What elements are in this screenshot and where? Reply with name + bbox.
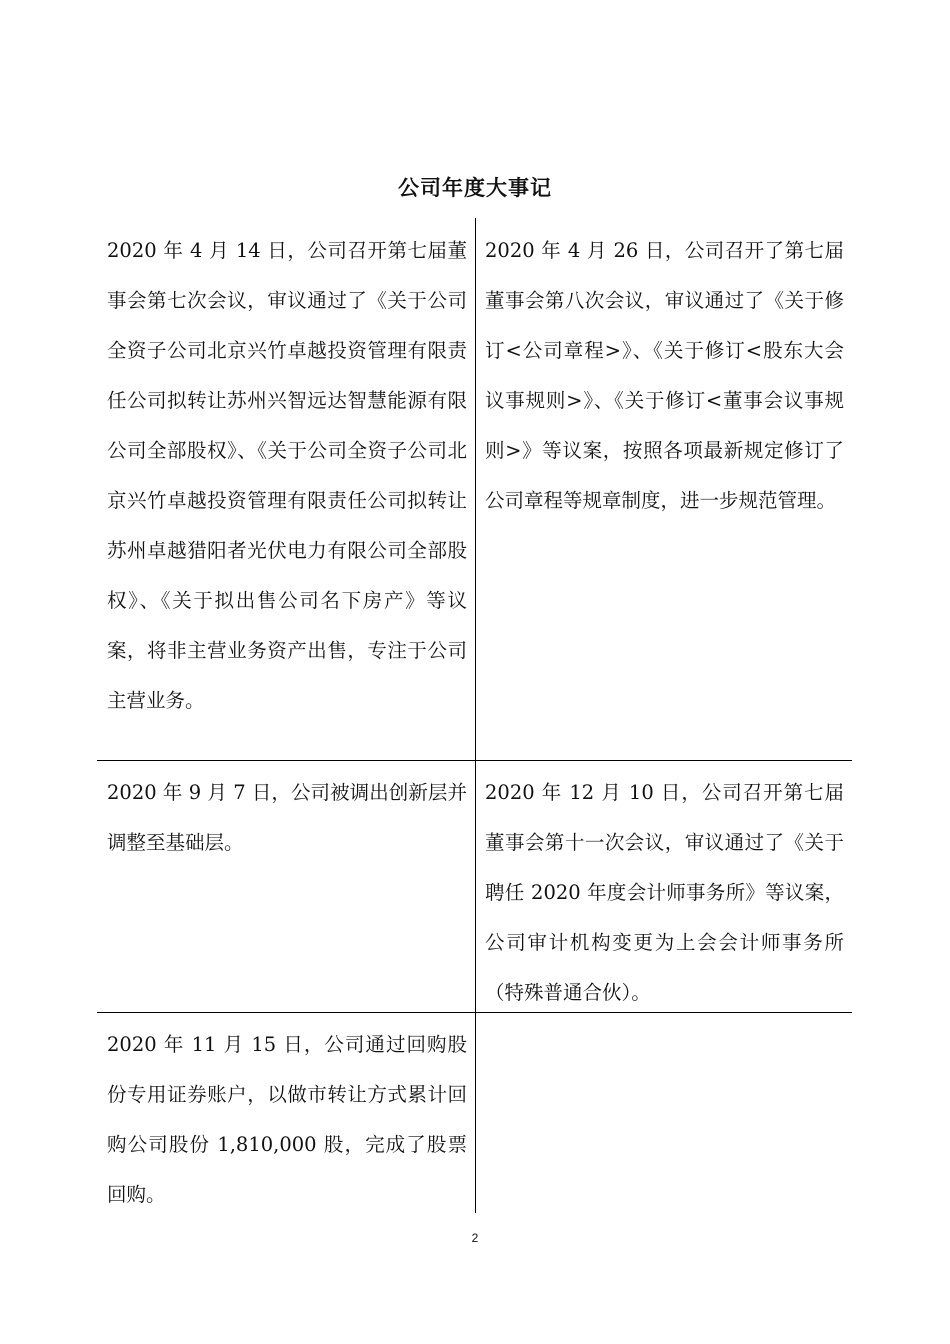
page-title: 公司年度大事记: [398, 176, 552, 200]
event-cell: 2020 年 11 月 15 日，公司通过回购股份专用证券账户，以做市转让方式累计回购公司股份 1,810,000 股，完成了股票回购。: [107, 1033, 467, 1206]
event-cell: 2020 年 4 月 14 日，公司召开第七届董事会第七次会议，审议通过了《关于公司全资子公司北京兴竹卓越投资管理有限责任公司拟转让苏州兴智远达智慧能源有限公司全部股权》、《关于公司全资子公司北京兴竹卓越投资管理有限责任公司拟转让苏州卓越猎阳者光伏电力有限公司全部股权》、《关于拟出售公司名下房产》等议案，将非主营业务资产出售，专注于公司主营业务。: [107, 239, 467, 712]
events-table: [97, 218, 852, 1213]
event-cell: 2020 年 9 月 7 日，公司被调出创新层并调整至基础层。: [107, 781, 467, 854]
event-cell: 2020 年 12 月 10 日，公司召开第七届董事会第十一次会议，审议通过了《关于聘任 2020 年度会计师事务所》等议案，公司审计机构变更为上会会计师事务所（特殊普通合伙）。: [485, 781, 844, 1004]
page-number: 2: [471, 1231, 479, 1245]
event-cell: 2020 年 4 月 26 日，公司召开了第七届董事会第八次会议，审议通过了《关于修订<公司章程>》、《关于修订<股东大会议事规则>》、《关于修订<董事会议事规则>》等议案，按照各项最新规定修订了公司章程等规章制度，进一步规范管理。: [485, 239, 844, 512]
empty-cell: [475, 1012, 852, 1213]
